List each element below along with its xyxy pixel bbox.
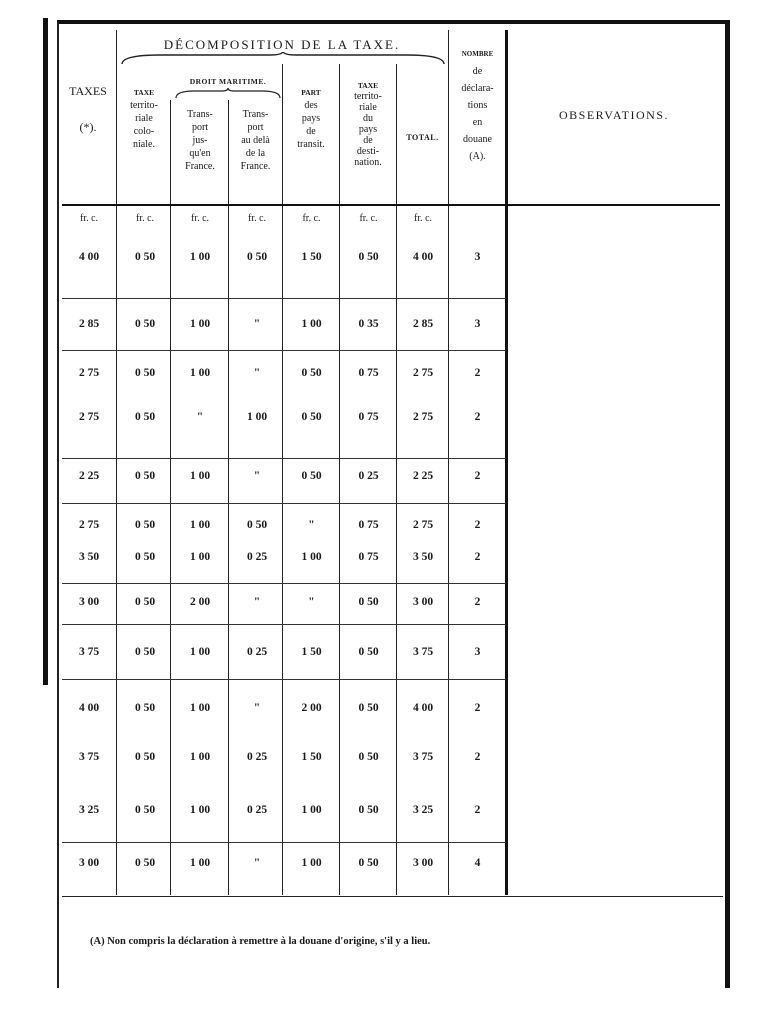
cell-coloniale: 0 50: [134, 804, 156, 816]
unit-row: [62, 213, 506, 233]
cell-destination: 0 50: [358, 751, 379, 763]
cell-taxes: 3 00: [78, 857, 100, 869]
footnote: (A) Non compris la déclaration à remettre à la douane d'origine, s'il y a lieu.: [90, 936, 431, 947]
cell-transport-dela: 1 00: [246, 411, 268, 423]
table-row: [62, 519, 506, 539]
table-row: [62, 551, 506, 571]
cell-transit: ": [308, 596, 315, 608]
header-part-transit: PART des pays de transit.: [297, 88, 325, 150]
scan-edge: [43, 18, 48, 685]
table-row: [62, 251, 506, 271]
cell-transport-france: 1 00: [189, 251, 211, 263]
cell-transit: 1 00: [301, 318, 322, 330]
cell-total: 3 25: [412, 804, 434, 816]
cell-taxes: 2 75: [78, 411, 100, 423]
cell-destination: 0 35: [358, 318, 379, 330]
cell-nombre: 3: [474, 318, 481, 330]
cell-transport-france: 1 00: [189, 551, 211, 563]
cell-destination: 0 50: [358, 646, 379, 658]
cell-total: 2 75: [412, 411, 434, 423]
cell-transit: 1 50: [301, 646, 322, 658]
maritime-group-title: DROIT MARITIME.: [189, 77, 267, 86]
unit-cell: fr. c.: [135, 213, 155, 224]
cell-nombre: 2: [474, 470, 481, 482]
cell-coloniale: 0 50: [134, 411, 156, 423]
cell-taxes: 4 00: [78, 251, 100, 263]
decomposition-title: DÉCOMPOSITION DE LA TAXE.: [163, 37, 401, 52]
cell-transport-dela: 0 25: [246, 551, 268, 563]
cell-transit: 2 00: [301, 702, 322, 714]
cell-total: 3 75: [412, 646, 434, 658]
cell-transport-france: 1 00: [189, 367, 211, 379]
cell-total: 4 00: [412, 251, 434, 263]
row-separator: [62, 458, 506, 459]
cell-nombre: 2: [474, 596, 481, 608]
cell-destination: 0 50: [358, 251, 379, 263]
unit-cell: fr. c.: [413, 213, 433, 224]
unit-cell: fr. c.: [359, 213, 378, 224]
cell-transit: 1 00: [301, 857, 322, 869]
header-transport-dela: Trans- port au delà de la France.: [240, 109, 271, 172]
cell-nombre: 2: [474, 551, 481, 563]
cell-transport-dela: 0 25: [246, 804, 268, 816]
cell-taxes: 2 25: [78, 470, 100, 482]
cell-coloniale: 0 50: [134, 551, 156, 563]
cell-destination: 0 25: [358, 470, 379, 482]
cell-coloniale: 0 50: [134, 751, 156, 763]
cell-total: 2 85: [412, 318, 434, 330]
cell-transport-dela: ": [253, 857, 261, 869]
cell-transport-france: 1 00: [189, 519, 211, 531]
header-transport-france: Trans- port jus- qu'en France.: [185, 109, 215, 172]
table-row: [62, 411, 506, 431]
cell-nombre: 3: [474, 251, 481, 263]
cell-total: 2 75: [412, 367, 434, 379]
cell-transit: ": [308, 519, 315, 531]
table-row: [62, 367, 506, 387]
cell-coloniale: 0 50: [134, 596, 156, 608]
footnote-rule: [62, 896, 723, 897]
cell-destination: 0 75: [358, 411, 379, 423]
row-separator: [62, 298, 506, 299]
cell-transit: 1 50: [301, 751, 322, 763]
cell-transport-france: 1 00: [189, 646, 211, 658]
table-row: [62, 751, 506, 771]
cell-transport-france: 1 00: [189, 318, 211, 330]
row-separator: [62, 679, 506, 680]
maritime-brace: [174, 88, 282, 100]
cell-transport-france: ": [196, 411, 204, 423]
cell-taxes: 3 25: [78, 804, 100, 816]
cell-total: 3 00: [412, 596, 434, 608]
cell-destination: 0 50: [358, 702, 379, 714]
cell-total: 3 00: [412, 857, 434, 869]
cell-destination: 0 50: [358, 857, 379, 869]
decomposition-brace: [120, 52, 446, 66]
cell-coloniale: 0 50: [134, 519, 156, 531]
cell-coloniale: 0 50: [134, 470, 156, 482]
cell-coloniale: 0 50: [134, 646, 156, 658]
cell-transport-france: 1 00: [189, 804, 211, 816]
cell-taxes: 4 00: [78, 702, 100, 714]
cell-transport-france: 2 00: [189, 596, 211, 608]
header-taxe-coloniale: TAXE territo- riale colo- niale.: [130, 88, 158, 150]
cell-nombre: 2: [474, 702, 481, 714]
row-separator: [62, 583, 506, 584]
cell-nombre: 3: [474, 646, 481, 658]
header-total: TOTAL.: [406, 133, 439, 142]
table-row: [62, 596, 506, 616]
cell-transit: 0 50: [301, 411, 322, 423]
cell-transit: 1 50: [301, 251, 322, 263]
unit-cell: fr. c.: [247, 213, 267, 224]
cell-destination: 0 50: [358, 596, 379, 608]
row-separator: [62, 350, 506, 351]
cell-taxes: 3 00: [78, 596, 100, 608]
cell-transport-dela: ": [253, 318, 261, 330]
header-rule: [62, 204, 720, 206]
cell-coloniale: 0 50: [134, 251, 156, 263]
cell-transit: 1 00: [301, 804, 322, 816]
cell-total: 3 50: [412, 551, 434, 563]
header-taxes: TAXES (*).: [69, 84, 107, 134]
cell-transit: 0 50: [301, 367, 322, 379]
cell-transport-dela: 0 50: [246, 519, 268, 531]
unit-cell: fr. c.: [302, 213, 321, 224]
cell-transport-dela: ": [253, 470, 261, 482]
row-separator: [62, 624, 506, 625]
header-taxe-destination: TAXE territo- riale du pays de desti- nation.: [354, 81, 382, 168]
cell-transport-france: 1 00: [189, 751, 211, 763]
cell-coloniale: 0 50: [134, 367, 156, 379]
unit-cell: fr. c.: [190, 213, 210, 224]
header-nombre: NOMBRE de déclara- tions en douane (A).: [461, 50, 494, 162]
cell-transport-france: 1 00: [189, 470, 211, 482]
cell-nombre: 2: [474, 411, 481, 423]
cell-taxes: 2 75: [78, 367, 100, 379]
cell-destination: 0 75: [358, 519, 379, 531]
cell-transport-dela: ": [253, 596, 261, 608]
cell-transport-dela: ": [253, 367, 261, 379]
cell-transport-france: 1 00: [189, 702, 211, 714]
cell-taxes: 3 50: [78, 551, 100, 563]
cell-nombre: 2: [474, 367, 481, 379]
cell-nombre: 4: [474, 857, 481, 869]
cell-destination: 0 75: [358, 367, 379, 379]
table-row: [62, 702, 506, 722]
cell-total: 2 25: [412, 470, 434, 482]
cell-transport-dela: 0 25: [246, 751, 268, 763]
cell-taxes: 3 75: [78, 646, 100, 658]
cell-total: 4 00: [412, 702, 434, 714]
cell-transport-dela: 0 25: [246, 646, 268, 658]
cell-nombre: 2: [474, 751, 481, 763]
cell-transport-france: 1 00: [189, 857, 211, 869]
table-row: [62, 646, 506, 666]
cell-transport-dela: 0 50: [246, 251, 268, 263]
row-separator: [62, 503, 506, 504]
table-row: [62, 318, 506, 338]
header-observations: OBSERVATIONS.: [558, 108, 669, 122]
row-separator: [62, 842, 506, 843]
unit-cell: fr. c.: [79, 213, 99, 224]
cell-nombre: 2: [474, 519, 481, 531]
cell-taxes: 3 75: [78, 751, 100, 763]
cell-coloniale: 0 50: [134, 702, 156, 714]
table-row: [62, 804, 506, 824]
cell-destination: 0 50: [358, 804, 379, 816]
cell-nombre: 2: [474, 804, 481, 816]
cell-destination: 0 75: [358, 551, 379, 563]
cell-transport-dela: ": [253, 702, 261, 714]
table-row: [62, 470, 506, 490]
cell-total: 2 75: [412, 519, 434, 531]
cell-transit: 0 50: [301, 470, 322, 482]
cell-taxes: 2 75: [78, 519, 100, 531]
cell-total: 3 75: [412, 751, 434, 763]
cell-coloniale: 0 50: [134, 857, 156, 869]
cell-taxes: 2 85: [78, 318, 100, 330]
table-row: [62, 857, 506, 877]
cell-transit: 1 00: [301, 551, 322, 563]
cell-coloniale: 0 50: [134, 318, 156, 330]
